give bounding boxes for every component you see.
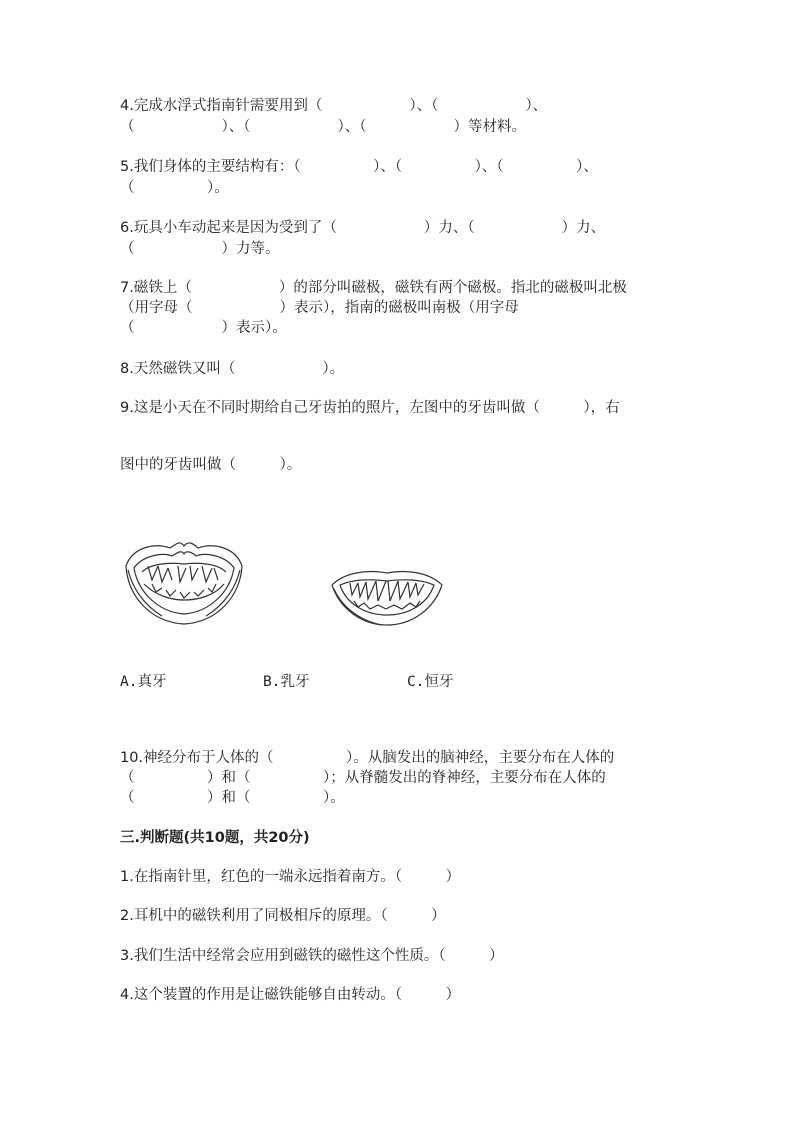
q6-line-1: 6.玩具小车动起来是因为受到了（ ）力、（ ）力、	[120, 220, 606, 236]
section-heading: 三.判断题(共10题，共20分)	[120, 830, 310, 846]
q7-line-3: （ ）表示）。	[120, 320, 287, 336]
q10-line-2: （ ）和（ ）；从脊髓发出的脊神经，主要分布在人体的	[120, 770, 606, 786]
q8-line-1: 8.天然磁铁又叫（ ）。	[120, 361, 345, 377]
judgment-item-2: 2.耳机中的磁铁利用了同极相斥的原理。（ ）	[120, 908, 446, 924]
q9-line-1: 9.这是小天在不同时期给自己牙齿拍的照片，左图中的牙齿叫做（ ），右	[120, 400, 620, 416]
q7-line-1: 7.磁铁上（ ）的部分叫磁极，磁铁有两个磁极。指北的磁极叫北极	[120, 280, 627, 296]
q10-line-1: 10.神经分布于人体的（ ）。从脑发出的脑神经，主要分布在人体的	[120, 750, 615, 766]
q10-line-3: （ ）和（ ）。	[120, 790, 345, 806]
q4-line-2: （ ）、（ ）、（ ）等材料。	[120, 119, 526, 135]
permanent-teeth-image	[330, 567, 444, 629]
option-c: C.恒牙	[407, 674, 454, 690]
judgment-item-4: 4.这个装置的作用是让磁铁能够自由转动。（ ）	[120, 987, 461, 1003]
q5-line-2: （ ）。	[120, 180, 229, 196]
option-a: A.真牙	[120, 674, 167, 690]
option-b: B.乳牙	[263, 674, 310, 690]
judgment-item-3: 3.我们生活中经常会应用到磁铁的磁性这个性质。（ ）	[120, 948, 504, 964]
primary-teeth-image	[122, 536, 246, 628]
q7-line-2: （用字母（ ）表示），指南的磁极叫南极（用字母	[120, 300, 519, 316]
q9-line-2: 图中的牙齿叫做（ ）。	[120, 457, 302, 473]
judgment-item-1: 1.在指南针里，红色的一端永远指着南方。（ ）	[120, 869, 461, 885]
q5-line-1: 5.我们身体的主要结构有：（ ）、（ ）、（ ）、	[120, 159, 598, 175]
q6-line-2: （ ）力等。	[120, 241, 280, 257]
q4-line-1: 4.完成水浮式指南针需要用到（ ）、（ ）、	[120, 98, 548, 114]
